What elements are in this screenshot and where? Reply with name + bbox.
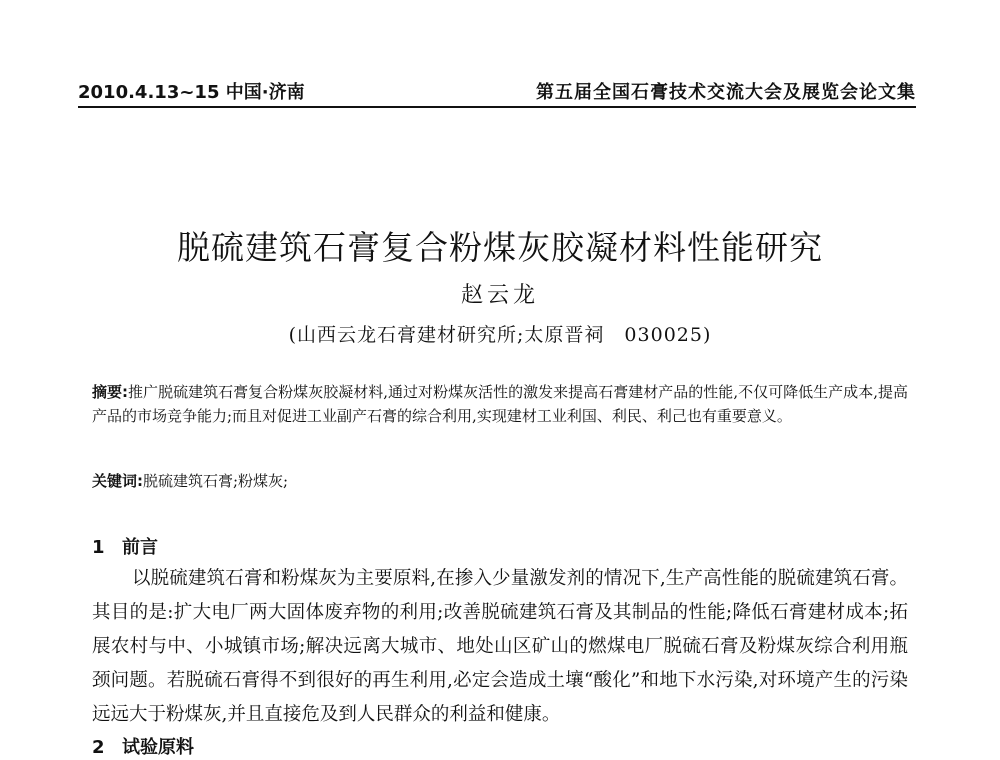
section-title: 试验原料 bbox=[122, 737, 194, 758]
running-header bbox=[78, 78, 916, 108]
abstract-text: 推广脱硫建筑石膏复合粉煤灰胶凝材料,通过对粉煤灰活性的激发来提高石膏建材产品的性能,不仅可降低生产成本,提高产品的市场竞争能力;而且对促进工业副产石膏的综合利用,实现建材工业利国、利民、利己也有重要意义。 bbox=[92, 383, 909, 425]
proceedings-title: 第五届全国石膏技术交流大会及展览会论文集 bbox=[536, 82, 916, 103]
paper-title: 脱硫建筑石膏复合粉煤灰胶凝材料性能研究 bbox=[177, 228, 823, 267]
keywords-text: 脱硫建筑石膏;粉煤灰; bbox=[143, 472, 289, 490]
keywords-label: 关键词: bbox=[92, 472, 143, 490]
keywords bbox=[92, 470, 908, 491]
section-heading-intro bbox=[92, 533, 158, 559]
section-title: 前言 bbox=[122, 537, 158, 558]
author-affiliation: (山西云龙石膏建材研究所;太原晋祠 030025) bbox=[288, 324, 712, 346]
section-heading-materials bbox=[92, 733, 194, 759]
abstract bbox=[92, 380, 908, 428]
conference-date-location: 2010.4.13~15 中国·济南 bbox=[78, 82, 305, 103]
paper-author: 赵云龙 bbox=[460, 283, 539, 308]
section-number: 1 bbox=[92, 537, 105, 558]
section-number: 2 bbox=[92, 737, 105, 758]
section-body-intro: 以脱硫建筑石膏和粉煤灰为主要原料,在掺入少量激发剂的情况下,生产高性能的脱硫建筑石膏。其目的是:扩大电厂两大固体废弃物的利用;改善脱硫建筑石膏及其制品的性能;降低石膏建材成本;拓展农村与中、小城镇市场;解决远离大城市、地处山区矿山的燃煤电厂脱硫石膏及粉煤灰综合利用瓶颈问题。若脱硫石膏得不到很好的再生利用,必定会造成土壤“酸化”和地下水污染,对环境产生的污染远远大于粉煤灰,并且直接危及到人民群众的利益和健康。 bbox=[92, 568, 908, 725]
abstract-label: 摘要: bbox=[92, 383, 129, 401]
